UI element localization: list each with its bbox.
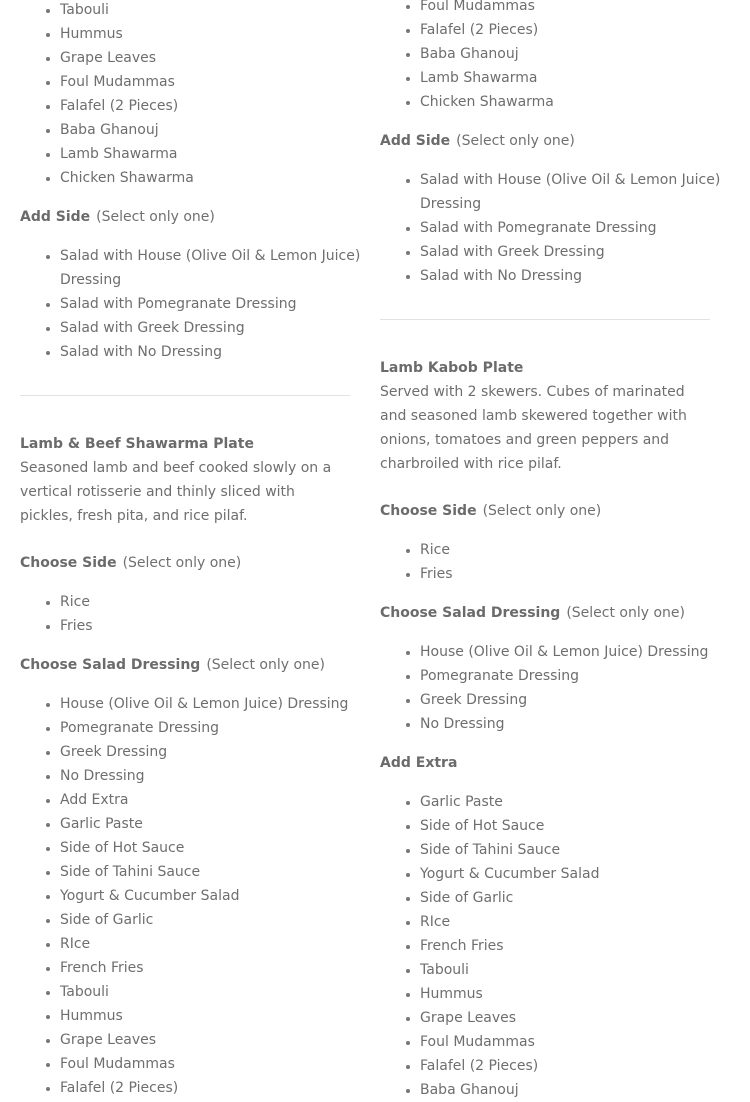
list-item: • Greek Dressing	[420, 688, 750, 712]
list-item: • Baba Ghanouj	[420, 42, 750, 66]
list-item: • RIce	[60, 932, 390, 956]
list-item: • Chicken Shawarma	[420, 90, 750, 114]
list-item: • Hummus	[60, 22, 390, 46]
right-choose-side-list	[380, 538, 750, 586]
left-add-side-header	[20, 205, 215, 229]
left-choose-side-header	[20, 551, 241, 575]
list-item: • Fries	[60, 614, 390, 638]
right-add-side-header	[380, 129, 575, 153]
right-add-extra-header	[380, 751, 457, 775]
list-item: • Tabouli	[60, 980, 390, 1004]
plate-description: Served with 2 skewers. Cubes of marinated and seasoned lamb skewered together with onions, tomatoes and green peppers and charbroiled with rice pilaf.	[380, 384, 687, 472]
list-item: • Fries	[420, 562, 750, 586]
choose-side-label: Choose Side	[20, 555, 117, 571]
choose-side-label: Choose Side	[380, 503, 477, 519]
list-item: • Rice	[420, 538, 750, 562]
choose-dressing-label: Choose Salad Dressing	[380, 605, 561, 621]
select-note: (Select only one)	[96, 209, 215, 225]
plate-title: Lamb & Beef Shawarma Plate	[20, 436, 254, 452]
plate-title: Lamb Kabob Plate	[380, 360, 524, 376]
right-choose-dressing-list	[380, 640, 750, 736]
list-item: • No Dressing	[60, 764, 390, 788]
select-note: (Select only one)	[456, 133, 575, 149]
list-item: • Hummus	[420, 982, 750, 1006]
right-choose-dressing-header	[380, 601, 685, 625]
list-item: • Greek Dressing	[60, 740, 390, 764]
list-item: • Yogurt & Cucumber Salad	[60, 884, 390, 908]
right-choose-side-header	[380, 499, 601, 523]
left-top-item-list	[20, 0, 390, 190]
left-choose-dressing-header	[20, 653, 325, 677]
choose-dressing-label: Choose Salad Dressing	[20, 657, 201, 673]
list-item: • Yogurt & Cucumber Salad	[420, 862, 750, 886]
list-item: • Garlic Paste	[60, 812, 390, 836]
right-add-extra-list	[380, 790, 750, 1102]
section-divider	[380, 319, 710, 320]
right-top-item-list	[380, 0, 750, 114]
list-item: • House (Olive Oil & Lemon Juice) Dressing	[420, 640, 750, 664]
add-side-label: Add Side	[20, 209, 91, 225]
list-item: • Salad with House (Olive Oil & Lemon Juice) Dressing	[420, 168, 750, 216]
list-item: • Foul Mudammas	[420, 1030, 750, 1054]
list-item: • Grape Leaves	[60, 1028, 390, 1052]
list-item: • Foul Mudammas	[60, 1052, 390, 1076]
list-item: • Garlic Paste	[420, 790, 750, 814]
list-item: • Pomegranate Dressing	[60, 716, 390, 740]
left-add-side-list	[20, 244, 390, 364]
plate-description: Seasoned lamb and beef cooked slowly on a vertical rotisserie and thinly sliced with pickles, fresh pita, and rice pilaf.	[20, 460, 332, 524]
list-item: • Side of Tahini Sauce	[60, 860, 390, 884]
list-item: • Side of Garlic	[420, 886, 750, 910]
list-item: • Salad with Greek Dressing	[420, 240, 750, 264]
list-item: • Baba Ghanouj	[420, 1078, 750, 1102]
left-choose-dressing-list	[20, 692, 390, 1100]
list-item: • Falafel (2 Pieces)	[60, 94, 390, 118]
list-item: • Lamb Shawarma	[60, 142, 390, 166]
list-item: • Tabouli	[60, 0, 390, 22]
list-item: • Baba Ghanouj	[60, 118, 390, 142]
list-item: • Chicken Shawarma	[60, 166, 390, 190]
list-item: • Pomegranate Dressing	[420, 664, 750, 688]
list-item: • Side of Tahini Sauce	[420, 838, 750, 862]
list-item: • Falafel (2 Pieces)	[420, 1054, 750, 1078]
list-item: • Salad with Pomegranate Dressing	[60, 292, 390, 316]
list-item: • Tabouli	[420, 958, 750, 982]
select-note: (Select only one)	[206, 657, 326, 673]
left-choose-side-list	[20, 590, 390, 638]
add-side-label: Add Side	[380, 133, 451, 149]
list-item: • Salad with No Dressing	[420, 264, 750, 288]
list-item: • Lamb Shawarma	[420, 66, 750, 90]
list-item: • Salad with No Dressing	[60, 340, 390, 364]
list-item: • Falafel (2 Pieces)	[60, 1076, 390, 1100]
list-item: • Foul Mudammas	[60, 70, 390, 94]
list-item: • RIce	[420, 910, 750, 934]
right-add-side-list	[380, 168, 750, 288]
list-item: • Hummus	[60, 1004, 390, 1028]
select-note: (Select only one)	[482, 503, 602, 519]
list-item: • No Dressing	[420, 712, 750, 736]
list-item: • Salad with Pomegranate Dressing	[420, 216, 750, 240]
list-item: • Falafel (2 Pieces)	[420, 18, 750, 42]
list-item: • Side of Hot Sauce	[420, 814, 750, 838]
select-note: (Select only one)	[566, 605, 686, 621]
list-item: • House (Olive Oil & Lemon Juice) Dressing	[60, 692, 390, 716]
add-extra-label: Add Extra	[380, 755, 458, 771]
list-item: • Grape Leaves	[60, 46, 390, 70]
list-item: • Foul Mudammas	[420, 0, 750, 18]
list-item: • French Fries	[60, 956, 390, 980]
section-divider	[20, 395, 350, 396]
list-item: • Side of Hot Sauce	[60, 836, 390, 860]
list-item: • Rice	[60, 590, 390, 614]
select-note: (Select only one)	[122, 555, 242, 571]
list-item: • Salad with House (Olive Oil & Lemon Juice) Dressing	[60, 244, 390, 292]
list-item: • Grape Leaves	[420, 1006, 750, 1030]
list-item: • French Fries	[420, 934, 750, 958]
list-item: • Salad with Greek Dressing	[60, 316, 390, 340]
list-item: • Side of Garlic	[60, 908, 390, 932]
list-item: • Add Extra	[60, 788, 390, 812]
